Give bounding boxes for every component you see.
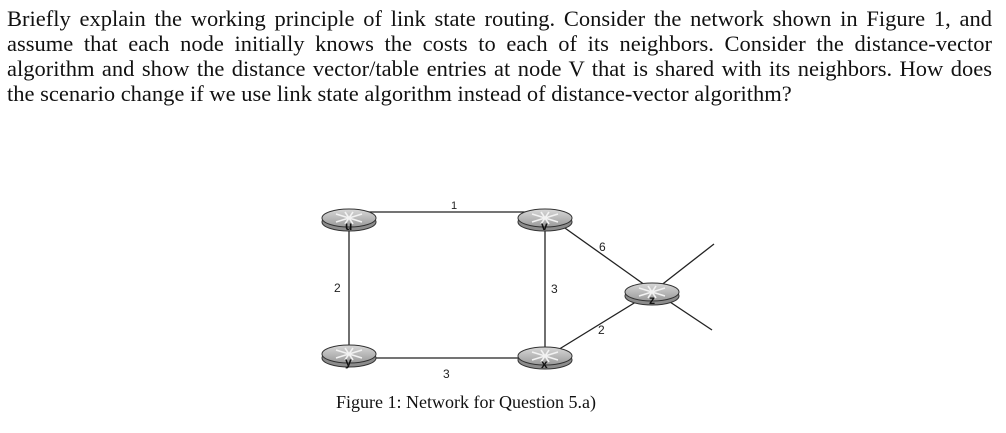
- router-x-label: x: [541, 357, 548, 371]
- edge-z-external-1: [655, 244, 714, 290]
- question-text: Briefly explain the working principle of link state routing. Consider the network shown in Figure 1, and assume that each node initially knows the costs to each of its neighbors. Consider the distance-vector algorithm and show the distance vector/table entries at node V that is shared with its neighbors. How does the scenario change if we use link state algorithm instead of distance-vector algorithm?: [7, 6, 992, 106]
- cost-u-y: 2: [334, 281, 341, 295]
- cost-v-z: 6: [599, 240, 606, 254]
- router-u-icon: [322, 209, 376, 233]
- cost-y-x: 3: [443, 367, 450, 381]
- router-x-icon: [518, 347, 572, 371]
- router-v-icon: [518, 209, 572, 233]
- router-u-label: u: [345, 219, 353, 233]
- figure-caption: Figure 1: Network for Question 5.a): [336, 392, 596, 412]
- cost-u-v: 1: [451, 200, 458, 212]
- cost-v-x: 3: [551, 282, 558, 296]
- router-v-label: v: [541, 219, 548, 233]
- router-y-label: y: [345, 355, 352, 369]
- router-y-icon: [322, 345, 376, 369]
- router-z-label: z: [649, 293, 655, 307]
- cost-x-z: 2: [598, 323, 605, 337]
